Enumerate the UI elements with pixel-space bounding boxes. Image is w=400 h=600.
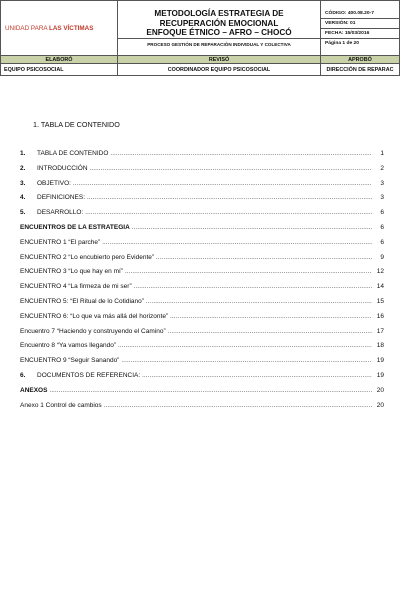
toc-entry-page: 3 xyxy=(380,194,384,202)
toc-entry-number: 3. xyxy=(20,179,26,187)
toc-entry[interactable] xyxy=(20,387,384,402)
toc-entry-page: 6 xyxy=(380,223,384,231)
fecha: FECHA: 15/03/2016 xyxy=(321,28,399,38)
toc-entry[interactable] xyxy=(20,180,384,195)
toc-dot-leader xyxy=(102,239,372,246)
toc-entry-number: 6. xyxy=(20,371,26,379)
toc-entry-page: 14 xyxy=(376,283,384,291)
version: VERSIÓN: 01 xyxy=(321,18,399,28)
toc-entry-title: Encuentro 7 “Haciendo y construyendo el Camino” xyxy=(20,327,166,335)
toc-entry[interactable] xyxy=(20,194,384,209)
toc-entry-page: 18 xyxy=(376,342,384,350)
unidad-victimas-logo: UNIDAD PARA LAS VÍCTIMAS xyxy=(5,24,94,32)
toc-dot-leader xyxy=(121,357,372,364)
pagina: Página 1 de 20 xyxy=(321,38,399,48)
signature-headers xyxy=(1,56,400,64)
toc-entry[interactable] xyxy=(20,239,384,254)
toc-entry[interactable] xyxy=(20,298,384,313)
title-cell xyxy=(118,1,321,56)
toc-entry[interactable] xyxy=(20,402,384,417)
toc-entry-page: 20 xyxy=(376,386,384,394)
toc-entry-page: 19 xyxy=(376,357,384,365)
toc-entry-page: 2 xyxy=(380,164,384,172)
toc-dot-leader xyxy=(118,342,372,349)
toc-entry-title: ENCUENTRO 3 “Lo que hay en mí” xyxy=(20,268,123,276)
toc-entry[interactable] xyxy=(20,372,384,387)
document-header xyxy=(0,0,400,76)
toc-entry[interactable] xyxy=(20,357,384,372)
toc-entry-title: ENCUENTROS DE LA ESTRATEGIA xyxy=(20,223,130,231)
toc-entry-number: 4. xyxy=(20,194,26,202)
toc-entry[interactable] xyxy=(20,150,384,165)
toc-dot-leader xyxy=(170,313,372,320)
toc-entry-page: 6 xyxy=(380,209,384,217)
toc-entry-page: 6 xyxy=(380,238,384,246)
toc-entry-page: 9 xyxy=(380,253,384,261)
process-name: PROCESO GESTIÓN DE REPARACIÓN INDIVIDUAL Y COLECTIVA xyxy=(118,38,320,49)
toc-entry[interactable] xyxy=(20,254,384,269)
toc-entry-title: Encuentro 8 “Ya vamos llegando” xyxy=(20,342,116,350)
document-meta xyxy=(321,1,400,56)
toc-entry[interactable] xyxy=(20,313,384,328)
toc-entry[interactable] xyxy=(20,283,384,298)
toc-entry-title: DEFINICIONES: xyxy=(37,194,86,202)
codigo: CÓDIGO: 400.08.20-7 xyxy=(325,10,374,16)
toc-entry-title: INTRODUCCIÓN xyxy=(37,164,88,172)
aprobo-value: DIRECCIÓN DE REPARAC xyxy=(321,64,400,76)
toc-entry[interactable] xyxy=(20,165,384,180)
reviso-header: REVISÓ xyxy=(118,56,321,64)
toc-dot-leader xyxy=(104,402,372,409)
toc-dot-leader xyxy=(132,224,372,231)
document-title: METODOLOGÍA ESTRATEGIA DE RECUPERACIÓN EMOCIONAL ENFOQUE ÉTNICO – AFRO – CHOCÓ xyxy=(146,9,292,38)
toc-entry-page: 20 xyxy=(376,401,384,409)
toc-entry-title: ENCUENTRO 1 “El parche” xyxy=(20,238,101,246)
elaboro-header: ELABORÓ xyxy=(1,56,118,64)
toc-dot-leader xyxy=(85,209,372,216)
toc-entry-page: 17 xyxy=(376,327,384,335)
toc-entry-page: 1 xyxy=(380,150,384,157)
toc-dot-leader xyxy=(125,268,372,275)
toc-entry[interactable] xyxy=(20,268,384,283)
toc-entry-title: DOCUMENTOS DE REFERENCIA: xyxy=(37,371,141,379)
toc-dot-leader xyxy=(168,328,372,335)
logo-cell xyxy=(1,1,118,56)
toc-entry-number: 1. xyxy=(20,150,26,157)
elaboro-value: EQUIPO PSICOSOCIAL xyxy=(1,64,118,76)
toc-dot-leader xyxy=(90,165,372,172)
signature-values xyxy=(1,64,400,76)
toc-entry-title: TABLA DE CONTENIDO xyxy=(37,150,109,157)
toc-dot-leader xyxy=(156,254,372,261)
toc-dot-leader xyxy=(110,150,372,157)
toc-entry-title: OBJETIVO: xyxy=(37,179,71,187)
toc-entry-number: 2. xyxy=(20,164,26,172)
toc-entry-title: ANEXOS xyxy=(20,386,48,394)
toc-entry-title: ENCUENTRO 5: “El Ritual de lo Cotidiano” xyxy=(20,297,144,305)
table-of-contents xyxy=(20,150,384,416)
toc-entry[interactable] xyxy=(20,328,384,343)
reviso-value: COORDINADOR EQUIPO PSICOSOCIAL xyxy=(118,64,321,76)
toc-entry-title: ENCUENTRO 9 “Seguir Sanando” xyxy=(20,357,120,365)
toc-entry-page: 16 xyxy=(376,312,384,320)
toc-entry-title: Anexo 1 Control de cambios xyxy=(20,401,102,409)
toc-entry-number: 5. xyxy=(20,209,26,217)
aprobo-header: APROBÓ xyxy=(321,56,400,64)
toc-dot-leader xyxy=(142,372,372,379)
section-heading: 1. TABLA DE CONTENIDO xyxy=(33,120,120,129)
toc-dot-leader xyxy=(87,194,372,201)
toc-entry-page: 3 xyxy=(380,179,384,187)
toc-entry[interactable] xyxy=(20,209,384,224)
toc-entry-title: DESARROLLO: xyxy=(37,209,84,217)
toc-entry[interactable] xyxy=(20,342,384,357)
toc-dot-leader xyxy=(49,387,372,394)
toc-entry-page: 12 xyxy=(376,268,384,276)
toc-entry-page: 19 xyxy=(376,371,384,379)
toc-dot-leader xyxy=(146,298,372,305)
toc-entry-title: ENCUENTRO 4 “La firmeza de mi ser” xyxy=(20,283,132,291)
toc-entry-page: 15 xyxy=(376,297,384,305)
toc-dot-leader xyxy=(134,283,372,290)
toc-entry-title: ENCUENTRO 2 “Lo encubierto pero Evidente” xyxy=(20,253,155,261)
toc-entry-title: ENCUENTRO 6: “Lo que va más allá del horizonte” xyxy=(20,312,169,320)
toc-entry[interactable] xyxy=(20,224,384,239)
toc-dot-leader xyxy=(73,180,372,187)
